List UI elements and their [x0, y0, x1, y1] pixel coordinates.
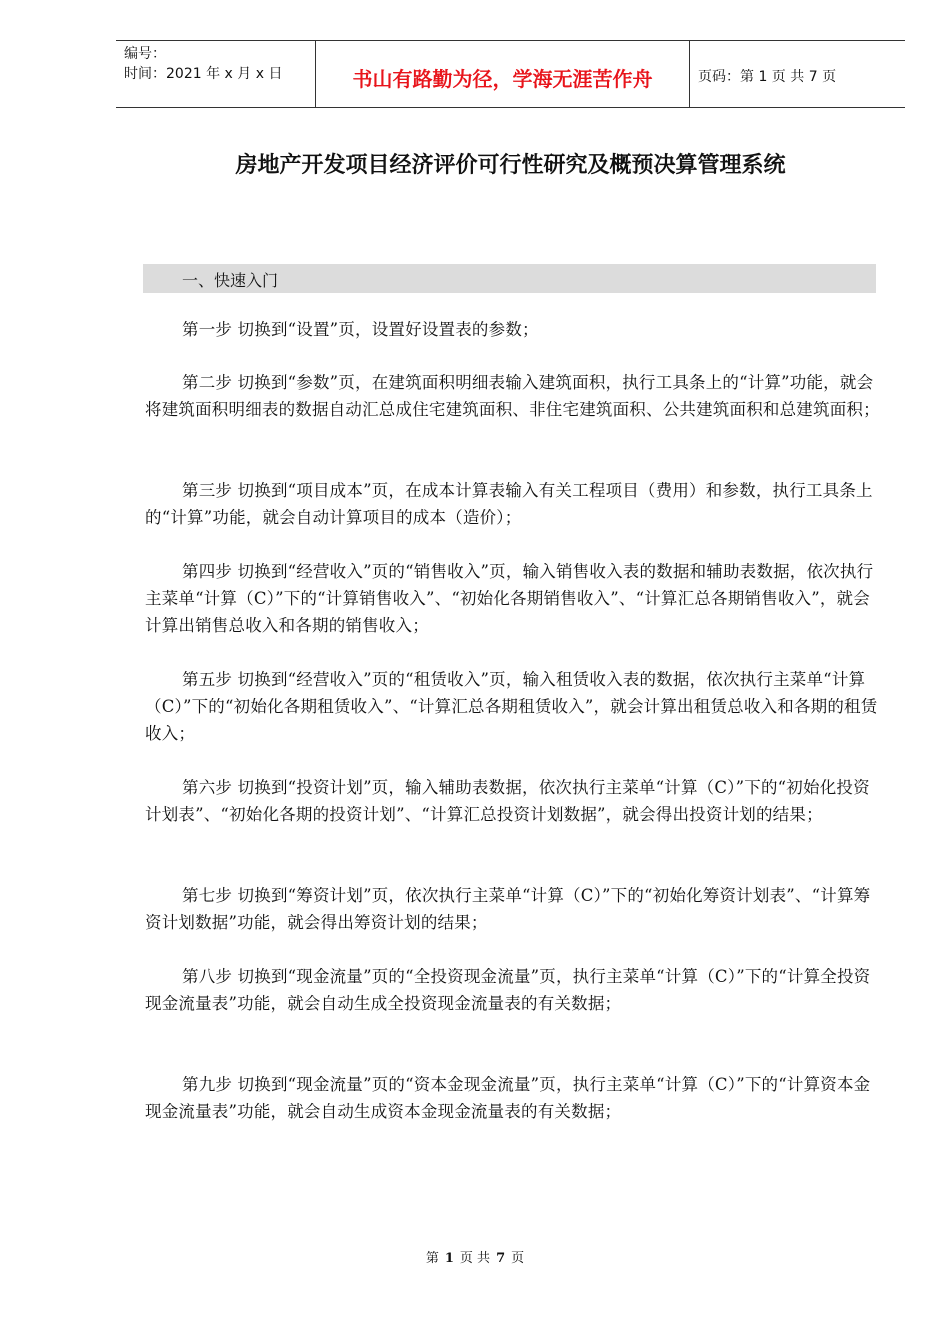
- section-heading: 一、快速入门: [182, 271, 279, 290]
- header-page-info: 页码：第 1 页 共 7 页: [698, 69, 837, 85]
- footer-page-number: 1: [444, 1251, 454, 1266]
- step-9-paragraph: 第九步 切换到“现金流量”页的“资本金现金流量”页，执行主菜单“计算（C）”下的“计算资本金现金流量表”功能，就会自动生成资本金现金流量表的有关数据；: [145, 1075, 871, 1121]
- header-meta-cell: [116, 41, 316, 107]
- step-1-paragraph: 第一步 切换到“设置”页，设置好设置表的参数；: [182, 320, 539, 339]
- step-8-paragraph: 第八步 切换到“现金流量”页的“全投资现金流量”页，执行主菜单“计算（C）”下的“计算全投资现金流量表”功能，就会自动生成全投资现金流量表的有关数据；: [145, 967, 871, 1013]
- step-3-paragraph: 第三步 切换到“项目成本”页，在成本计算表输入有关工程项目（费用）和参数，执行工具条上的“计算”功能，就会自动计算项目的成本（造价）；: [145, 481, 873, 527]
- document-header: [116, 40, 905, 108]
- header-motto-cell: [316, 41, 690, 107]
- section-heading-band: [143, 264, 876, 293]
- step-2-paragraph: 第二步 切换到“参数”页，在建筑面积明细表输入建筑面积，执行工具条上的“计算”功能，就会将建筑面积明细表的数据自动汇总成住宅建筑面积、非住宅建筑面积、公共建筑面积和总建筑面积；: [145, 373, 880, 419]
- step-7-paragraph: 第七步 切换到“筹资计划”页，依次执行主菜单“计算（C）”下的“初始化筹资计划表”、“计算筹资计划数据”功能，就会得出筹资计划的结果；: [145, 886, 871, 932]
- document-title: 房地产开发项目经济评价可行性研究及概预决算管理系统: [235, 153, 786, 178]
- footer-prefix: 第: [425, 1251, 439, 1266]
- step-5-paragraph: 第五步 切换到“经营收入”页的“租赁收入”页，输入租赁收入表的数据，依次执行主菜单“计算（C）”下的“初始化各期租赁收入”、“计算汇总各期租赁收入”，就会计算出租赁总收入和各期的租赁收入；: [145, 670, 878, 743]
- page-footer: [0, 1247, 950, 1266]
- footer-total-pages: 7: [496, 1251, 506, 1266]
- header-motto: 书山有路勤为径，学海无涯苦作舟: [352, 67, 653, 91]
- document-number-label: 编号：: [124, 46, 166, 62]
- step-4-paragraph: 第四步 切换到“经营收入”页的“销售收入”页，输入销售收入表的数据和辅助表数据，依次执行主菜单“计算（C）”下的“计算销售收入”、“初始化各期销售收入”、“计算汇总各期销售收入”，就会计算出销售总收入和各期的销售收入；: [145, 562, 874, 635]
- header-page-cell: [690, 41, 905, 107]
- footer-mid: 页 共: [459, 1251, 491, 1266]
- step-6-paragraph: 第六步 切换到“投资计划”页，输入辅助表数据，依次执行主菜单“计算（C）”下的“初始化投资计划表”、“初始化各期的投资计划”、“计算汇总投资计划数据”，就会得出投资计划的结果；: [145, 778, 870, 824]
- document-date-label: 时间：2021 年 x 月 x 日: [124, 66, 283, 82]
- footer-suffix: 页: [511, 1251, 525, 1266]
